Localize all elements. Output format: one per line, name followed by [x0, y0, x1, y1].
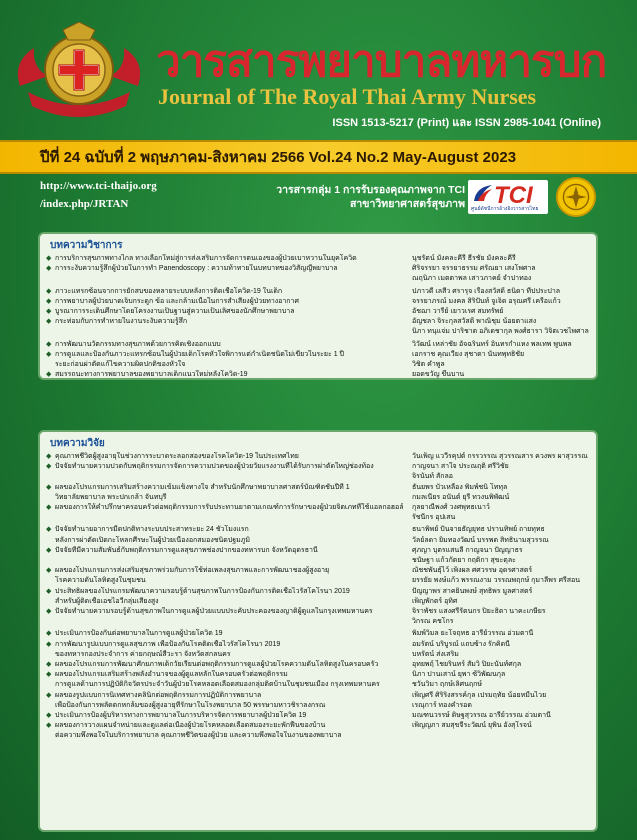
article-authors: วิกรณ คชโกร [412, 618, 454, 626]
article-row[interactable] [46, 525, 590, 535]
bullet-diamond-icon: ◆ [46, 691, 52, 699]
article-row[interactable] [46, 660, 590, 670]
article-row[interactable] [46, 629, 590, 639]
bullet-diamond-icon: ◆ [46, 318, 52, 326]
article-title: กระท่อมกับการทำหายในงานระงับความรู้สึก [55, 318, 188, 326]
article-row[interactable] [46, 462, 590, 472]
article-row[interactable] [46, 536, 590, 546]
article-row[interactable] [46, 274, 590, 284]
article-authors: ณฤนิภา เมตตาพล เสาวภาคย์ จำปาทอง [412, 275, 532, 283]
article-row[interactable] [46, 680, 590, 690]
article-row[interactable] [46, 617, 590, 627]
article-row[interactable] [46, 650, 590, 660]
tci-logo-text: TCI [494, 182, 533, 209]
article-row[interactable] [46, 264, 590, 274]
article-authors: พิมพ์วิมล ยะโจฤทธ อารีย์วรรณ อ่วมตานี [412, 630, 534, 638]
bullet-diamond-icon: ◆ [46, 255, 52, 262]
article-authors: เพ็ญพักตร์ อุทิศ [412, 597, 458, 605]
article-row[interactable] [46, 472, 590, 482]
article-authors: อุทยพฤ์ ไชยรินทร์ สัมวิ ปิยะนันท์ศกุล [412, 661, 522, 669]
academic-article-list [46, 254, 590, 380]
article-title: หลังการผ่าตัดเปิดกะโหลกศีรษะในผู้ป่วยเนื้องอกสมองชนิดปฐมภูมิ [55, 536, 250, 544]
bullet-diamond-icon: ◆ [46, 350, 52, 358]
article-row[interactable] [46, 711, 590, 721]
article-title: ของทหารกองประจำการ ค่ายกฤษณ์สีวะรา จังหวัดสกลนคร [55, 650, 231, 658]
url-line-1[interactable]: http://www.tci-thaijo.org [40, 180, 157, 192]
bullet-diamond-icon: ◆ [46, 287, 52, 295]
article-title: การระงับความรู้สึกผู้ป่วยในการทำ Panendoscopy : ความท้าทายในบทบาทของวิสัญญีพยาบาล [55, 265, 338, 273]
article-authors: ยรรยัย พงษ์แก้ว พรรณงาม วรรณพฤกษ์ กุมาลีพร ศรีสอน [412, 577, 581, 585]
article-title: เพื่อป้องกันการพลัดตกหกล้มของผู้สูงอายุที่รักษาในโรงพยาบาล 50 พรรษามหาวชิราลงกรณ [55, 701, 326, 709]
article-row[interactable] [46, 566, 590, 576]
article-authors: มณฑนวรรษ์ ดิษฐสุวรรณ อารีย์วรรณ อ่วมตานี [412, 712, 551, 720]
article-authors: จิราพัชร แสงศรีรัตนกร ปิยะธิดา นาคะเกษียร [412, 608, 546, 616]
article-title: สำหรับผู้ติดเชื้อเอชไอวีกลุ่มเสี่ยงสูง [55, 597, 159, 605]
article-authors: วิวัฒน์ เหล่าชัย อัจฉรินทร์ อินทรกำแหง พลเทพ พูนพล [412, 340, 572, 348]
army-nurse-emblem-icon [8, 22, 150, 130]
article-row[interactable] [46, 327, 590, 337]
article-title: การบริการสุขภาพทางไกล ทางเลือกใหม่สู่การส่งเสริมการจัดการตนเองของผู้ป่วยเบาหวานในยุคโควิด [55, 255, 357, 262]
article-row[interactable] [46, 254, 590, 264]
university-seal-icon [556, 177, 596, 217]
article-row[interactable] [46, 483, 590, 493]
article-title: การพยาบาลผู้ป่วยบาดเจ็บกระดูก ข้อ และกล้ามเนื้อในการสำเสียงผู้ป่วยทางอากาศ [55, 297, 299, 305]
article-title: ปัจจัยทำนายความปวดกับพฤติกรรมการจัดการความปวดของผู้ป่วยวัยแรงงานที่ได้รับการผ่าตัดใหญ่ช่องท้อง [55, 463, 374, 471]
bullet-diamond-icon: ◆ [46, 483, 52, 491]
bullet-diamond-icon: ◆ [46, 340, 52, 348]
journal-title-thai: วารสารพยาบาลทหารบก [156, 36, 607, 87]
article-row[interactable] [46, 691, 590, 701]
article-authors: วัลย์ลดา ยิ้มทองวัฒน์ บรรพต สิทธินามสุวรรณ [412, 536, 549, 544]
url-line-2[interactable]: /index.php/JRTAN [40, 198, 129, 210]
bullet-diamond-icon: ◆ [46, 567, 52, 575]
article-row[interactable] [46, 493, 590, 503]
journal-title-english: Journal of The Royal Thai Army Nurses [158, 84, 537, 109]
article-authors: นิภา ทนุแจ่ม ปาริชาต อภิเดชากุล พงศ์ธารา วิจิตเวชไพศาล [412, 328, 589, 336]
research-articles-box [38, 430, 598, 832]
article-row[interactable] [46, 721, 590, 731]
article-row[interactable] [46, 360, 590, 370]
article-authors: เพ็ญศรี ศิริริงสรรค์กุล เปรมฤทัย น้อยหมื่นไวย [412, 691, 547, 699]
article-authors: จรรยาภรณ์ มงคล สิริปันท์ จูเจ็ด อรุณศรี เครือแก้ว [412, 297, 561, 305]
article-title: บูรณาการระเด็นศึกษาโดยโครงงานเป็นฐานสู่ความเป็นเลิศของนักศึกษาพยาบาล [55, 308, 295, 316]
article-row[interactable] [46, 576, 590, 586]
article-title: ปัจจัยทำนายอาการมีดปกติทางระบบประสาทระยะ 24 ชั่วโมงแรก [55, 526, 249, 534]
article-authors: อมรัตน์ บริบูรณ์ แถบซ้าง รักคิดนี [412, 640, 510, 648]
bullet-diamond-icon: ◆ [46, 308, 52, 316]
bullet-diamond-icon: ◆ [46, 504, 52, 512]
article-authors: บหรัตน์ ส่งเสริม [412, 650, 459, 658]
article-title: การพัฒนารูปแบบการดูแลสุขภาพ เพื่อป้องกันโรคติดเชื้อไวรัสโคโรนา 2019 [55, 640, 281, 648]
academic-section-heading: บทความวิชาการ [50, 240, 123, 251]
issue-banner [0, 140, 637, 174]
article-authors: ณัชชพันธุ์ไว้ เพ็งผล ศศวรรษ อุดรศาสตร์ [412, 567, 533, 575]
article-title: ปัจจัยทำนายความรอบรู้ด้านสุขภาพในการดูแลผู้ป่วยแบบประคับประคองของญาติผู้ดูแลในกรุงเทพมหานคร [55, 608, 373, 616]
article-authors: จิรนันท์ สักลอ [412, 473, 453, 481]
research-article-list [46, 452, 590, 742]
article-title: ผลของโปรแกรมการเสริมสร้างความเข้มแข็งทางใจ สำหรับนักศึกษาพยาบาลศาสตร์บัณฑิตชั้นปีที่ 1 [55, 483, 350, 491]
bullet-diamond-icon: ◆ [46, 463, 52, 471]
article-authors: ศุภญา บุตรแสนลี กาญจนา ปัญญาธร [412, 546, 523, 554]
article-authors: ยอดขวัญ ขึ้นบาน [412, 371, 465, 379]
bullet-diamond-icon: ◆ [46, 661, 52, 669]
issue-text: ปีที่ 24 ฉบับที่ 2 พฤษภาคม-สิงหาคม 2566 Vol.24 No.2 May-August 2023 [40, 149, 517, 166]
article-row[interactable] [46, 452, 590, 462]
bullet-diamond-icon: ◆ [46, 265, 52, 273]
article-row[interactable] [46, 350, 590, 360]
article-title: ปัจจัยที่มีความสัมพันธ์กับพฤติกรรมการดูแลสุขภาพช่องปากของทหารบก จังหวัดอุดรธานี [55, 546, 318, 554]
article-row[interactable] [46, 370, 590, 380]
article-row[interactable] [46, 701, 590, 711]
article-title: ผลของรูปแบบการนิเทศทางคลินิกต่อพฤติกรรมการปฏิบัติการพยาบาล [55, 691, 262, 699]
article-row[interactable] [46, 307, 590, 317]
article-row[interactable] [46, 607, 590, 617]
bullet-diamond-icon: ◆ [46, 453, 52, 460]
article-authors: ปัญญาพร สาคยินพงษ์ สุทธิพร มูลศาสตร์ [412, 587, 533, 595]
article-row[interactable] [46, 556, 590, 566]
article-row[interactable] [46, 670, 590, 680]
article-row[interactable] [46, 287, 590, 297]
article-title: ระยะก่อนผ่าตัดแก้ไขความผิดปกติของหัวใจ [55, 361, 186, 369]
article-title: ประเมินการป้องผู้บริหารทางการพยาบาลในการบริหารจัดการพยาบาลผู้ป่วยโควิด 19 [55, 712, 307, 720]
article-row[interactable] [46, 546, 590, 556]
article-row[interactable] [46, 640, 590, 650]
article-authors: เพ็ญญภา สมสุขจีระวัฒน์ ยุพิน อังสุโรจน์ [412, 722, 532, 730]
tci-swoosh-icon [472, 183, 494, 203]
article-authors: อัญชลา จิระกุลสวัสดิ์ พาณิชุม น้อยตาแสง [412, 318, 537, 326]
article-row[interactable] [46, 731, 590, 741]
bullet-diamond-icon: ◆ [46, 640, 52, 648]
article-title: ผลของโปรแกรมเสริมสร้างพลังอำนาจของผู้ดูแลหลักในครอบครัวต่อพฤติกรรม [55, 671, 288, 679]
article-authors: ชนัษฐา แก้วกัตยา กฤติกา สุขะตุละ [412, 557, 516, 565]
article-title: โรคความดันโลหิตสูงในชุมชน [55, 577, 146, 585]
article-authors: ธนาพิพย์ ปั่นจายธัญยุทธ ปรานทิพย์ ถายทุทธ [412, 526, 545, 534]
article-title: สมรรถนะทางการพยาบาลของพยาบาลเด็กแนวใหม่หลังโควิด-19 [55, 371, 248, 379]
bullet-diamond-icon: ◆ [46, 297, 52, 305]
article-authors: เรณุการ์ ทองคำรอด [412, 701, 472, 709]
research-section-heading: บทความวิจัย [50, 438, 105, 449]
article-authors: นุชรัตน์ มังคละคีรี ธีรชัย มังคละคีรี [412, 255, 516, 262]
article-title: คุณภาพชีวิตผู้สูงอายุในช่วงการระบาดระลอกสองของโรคโควิด-19 ในประเทศไทย [55, 453, 299, 460]
article-authors: ศิริจรรยา จรรยาธรรม ศรัณยา เสงโพศาล [412, 265, 536, 273]
bullet-diamond-icon: ◆ [46, 526, 52, 534]
article-title: ต่อความพึงพอใจในบริการพยาบาล คุณภาพชีวิตของผู้ป่วย และความพึงพอใจในงานของพยาบาล [55, 732, 342, 740]
article-row[interactable] [46, 340, 590, 350]
article-authors: ธันยพร บัวเหลือง พิมพ์ชนิ โททุล [412, 483, 508, 491]
bullet-diamond-icon: ◆ [46, 712, 52, 720]
article-authors: ชวันวิมา ฤกษ์เลิศนฤกษ์ [412, 681, 482, 689]
article-row[interactable] [46, 513, 590, 523]
article-title: ภาวะแทรกซ้อนจากการยักสบของหลายระบบหลังการติดเชื้อโควิด-19 ในเด็ก [55, 287, 283, 295]
article-row[interactable] [46, 297, 590, 307]
article-title: วิทยาลัยพยาบาล พระปกเกล้า จันทบุรี [55, 493, 167, 501]
tci-field-line: สาขาวิทยาศาสตร์สุขภาพ [350, 198, 465, 210]
bullet-diamond-icon: ◆ [46, 371, 52, 379]
article-authors: เอกราช คุณเวียง สุชาดา นันทพุทธิชัย [412, 350, 525, 358]
article-authors: อัชฌา วารีย์ เยาวเรศ สมทรัพย์ [412, 308, 504, 316]
article-row[interactable] [46, 317, 590, 327]
issn-line: ISSN 1513-5217 (Print) และ ISSN 2985-1041 (Online) [332, 117, 601, 129]
article-title: ประเมินการป้องกันต่อพยาบาลในการดูแลผู้ป่วยโควิด 19 [55, 630, 223, 638]
bullet-diamond-icon: ◆ [46, 630, 52, 638]
article-authors: วันเพ็ญ แววีรคุปต์ กรรวรรณ สุวรรณสาร ควงพร ผาสุวรรณ [412, 453, 588, 460]
bullet-diamond-icon: ◆ [46, 671, 52, 679]
bullet-diamond-icon: ◆ [46, 587, 52, 595]
article-row[interactable] [46, 597, 590, 607]
article-authors: รัชนีกร อุปเสน [412, 514, 456, 522]
bullet-diamond-icon: ◆ [46, 546, 52, 554]
article-title: การพัฒนานวัตกรรมทางสุขภาพด้วยการคิดเชิงออกแบบ [55, 340, 221, 348]
article-row[interactable] [46, 587, 590, 597]
article-authors: กุลยาณีพงศ์ วงศพุทธเนาว์ [412, 504, 490, 512]
tci-certification-line: วารสารกลุ่ม 1 การรับรองคุณภาพจาก TCI [276, 184, 465, 196]
article-authors: วิชิต คำพูล [412, 361, 445, 369]
tci-logo-subtext: ศูนย์ดัชนีการอ้างอิงวารสารไทย [471, 206, 539, 212]
article-authors: นิภา ปานเสาน์ ยุพา ซ้วิพัฒนกุล [412, 671, 506, 679]
article-title: ผลของโปรแกรมการพัฒนาศักยภาพเด็กวัยเรียนต่อพฤติกรรมการดูแลผู้ป่วยโรคความดันโลหิตสูงในครอบครัว [55, 661, 379, 669]
bullet-diamond-icon: ◆ [46, 722, 52, 730]
article-authors: กมลเนียร อนันต์ ยุรี ทวงนพิพัฒน์ [412, 493, 510, 501]
bullet-diamond-icon: ◆ [46, 608, 52, 616]
article-authors: ปภาวดี เลสี่ว ศรารุจ เรืองสวัสดิ์ ธนิดา ทีปประปาล [412, 287, 561, 295]
article-title: ผลของโปรแกรมการส่งเสริมสุขภาพร่วมกับการใช้ท่อเพลงสุขภาพและการพัฒนาชองผู้สูงอายุ [55, 567, 330, 575]
article-title: ผลของการวางแผนจำหน่ายและดูแลต่อเนื่องผู้ป่วยโรคหลอดเลือดสมองระยะพักฟื้นของบ้าน [55, 722, 326, 730]
article-title: การดูแลด้านการปฏิบัติกิจวัตรประจำวันผู้ป่วยโรคหลอดเลือดสมองกลุ่มติดบ้านในชุมชนเมือง กรุงเทพมหานคร [55, 681, 380, 689]
article-title: ประสิทธิผลของโปรแกรมพัฒนาความรอบรู้ด้านสุขภาพในการป้องกันการติดเชื้อไวรัสโคโรนา 2019 [55, 587, 350, 595]
article-authors: กาญจนา สาใจ ประณฤติ ศรีวิชัย [412, 463, 509, 471]
academic-articles-box [38, 232, 598, 380]
article-row[interactable] [46, 503, 590, 513]
article-title: ผลของการให้คำปรึกษาครอบครัวต่อพฤติกรรมการรับประทานยาตามเกณฑ์การรักษาของผู้ป่วยจิตเภทที่ใช้แอลกอฮอล์ [55, 504, 404, 512]
tci-logo [468, 180, 548, 214]
article-title: การดูแลและป้องกันภาวะแทรกซ้อนในผู้ป่วยเด็กโรคหัวใจพิการแต่กำเนิดชนิดไม่เขียวในระยะ 1 ปี [55, 350, 344, 358]
